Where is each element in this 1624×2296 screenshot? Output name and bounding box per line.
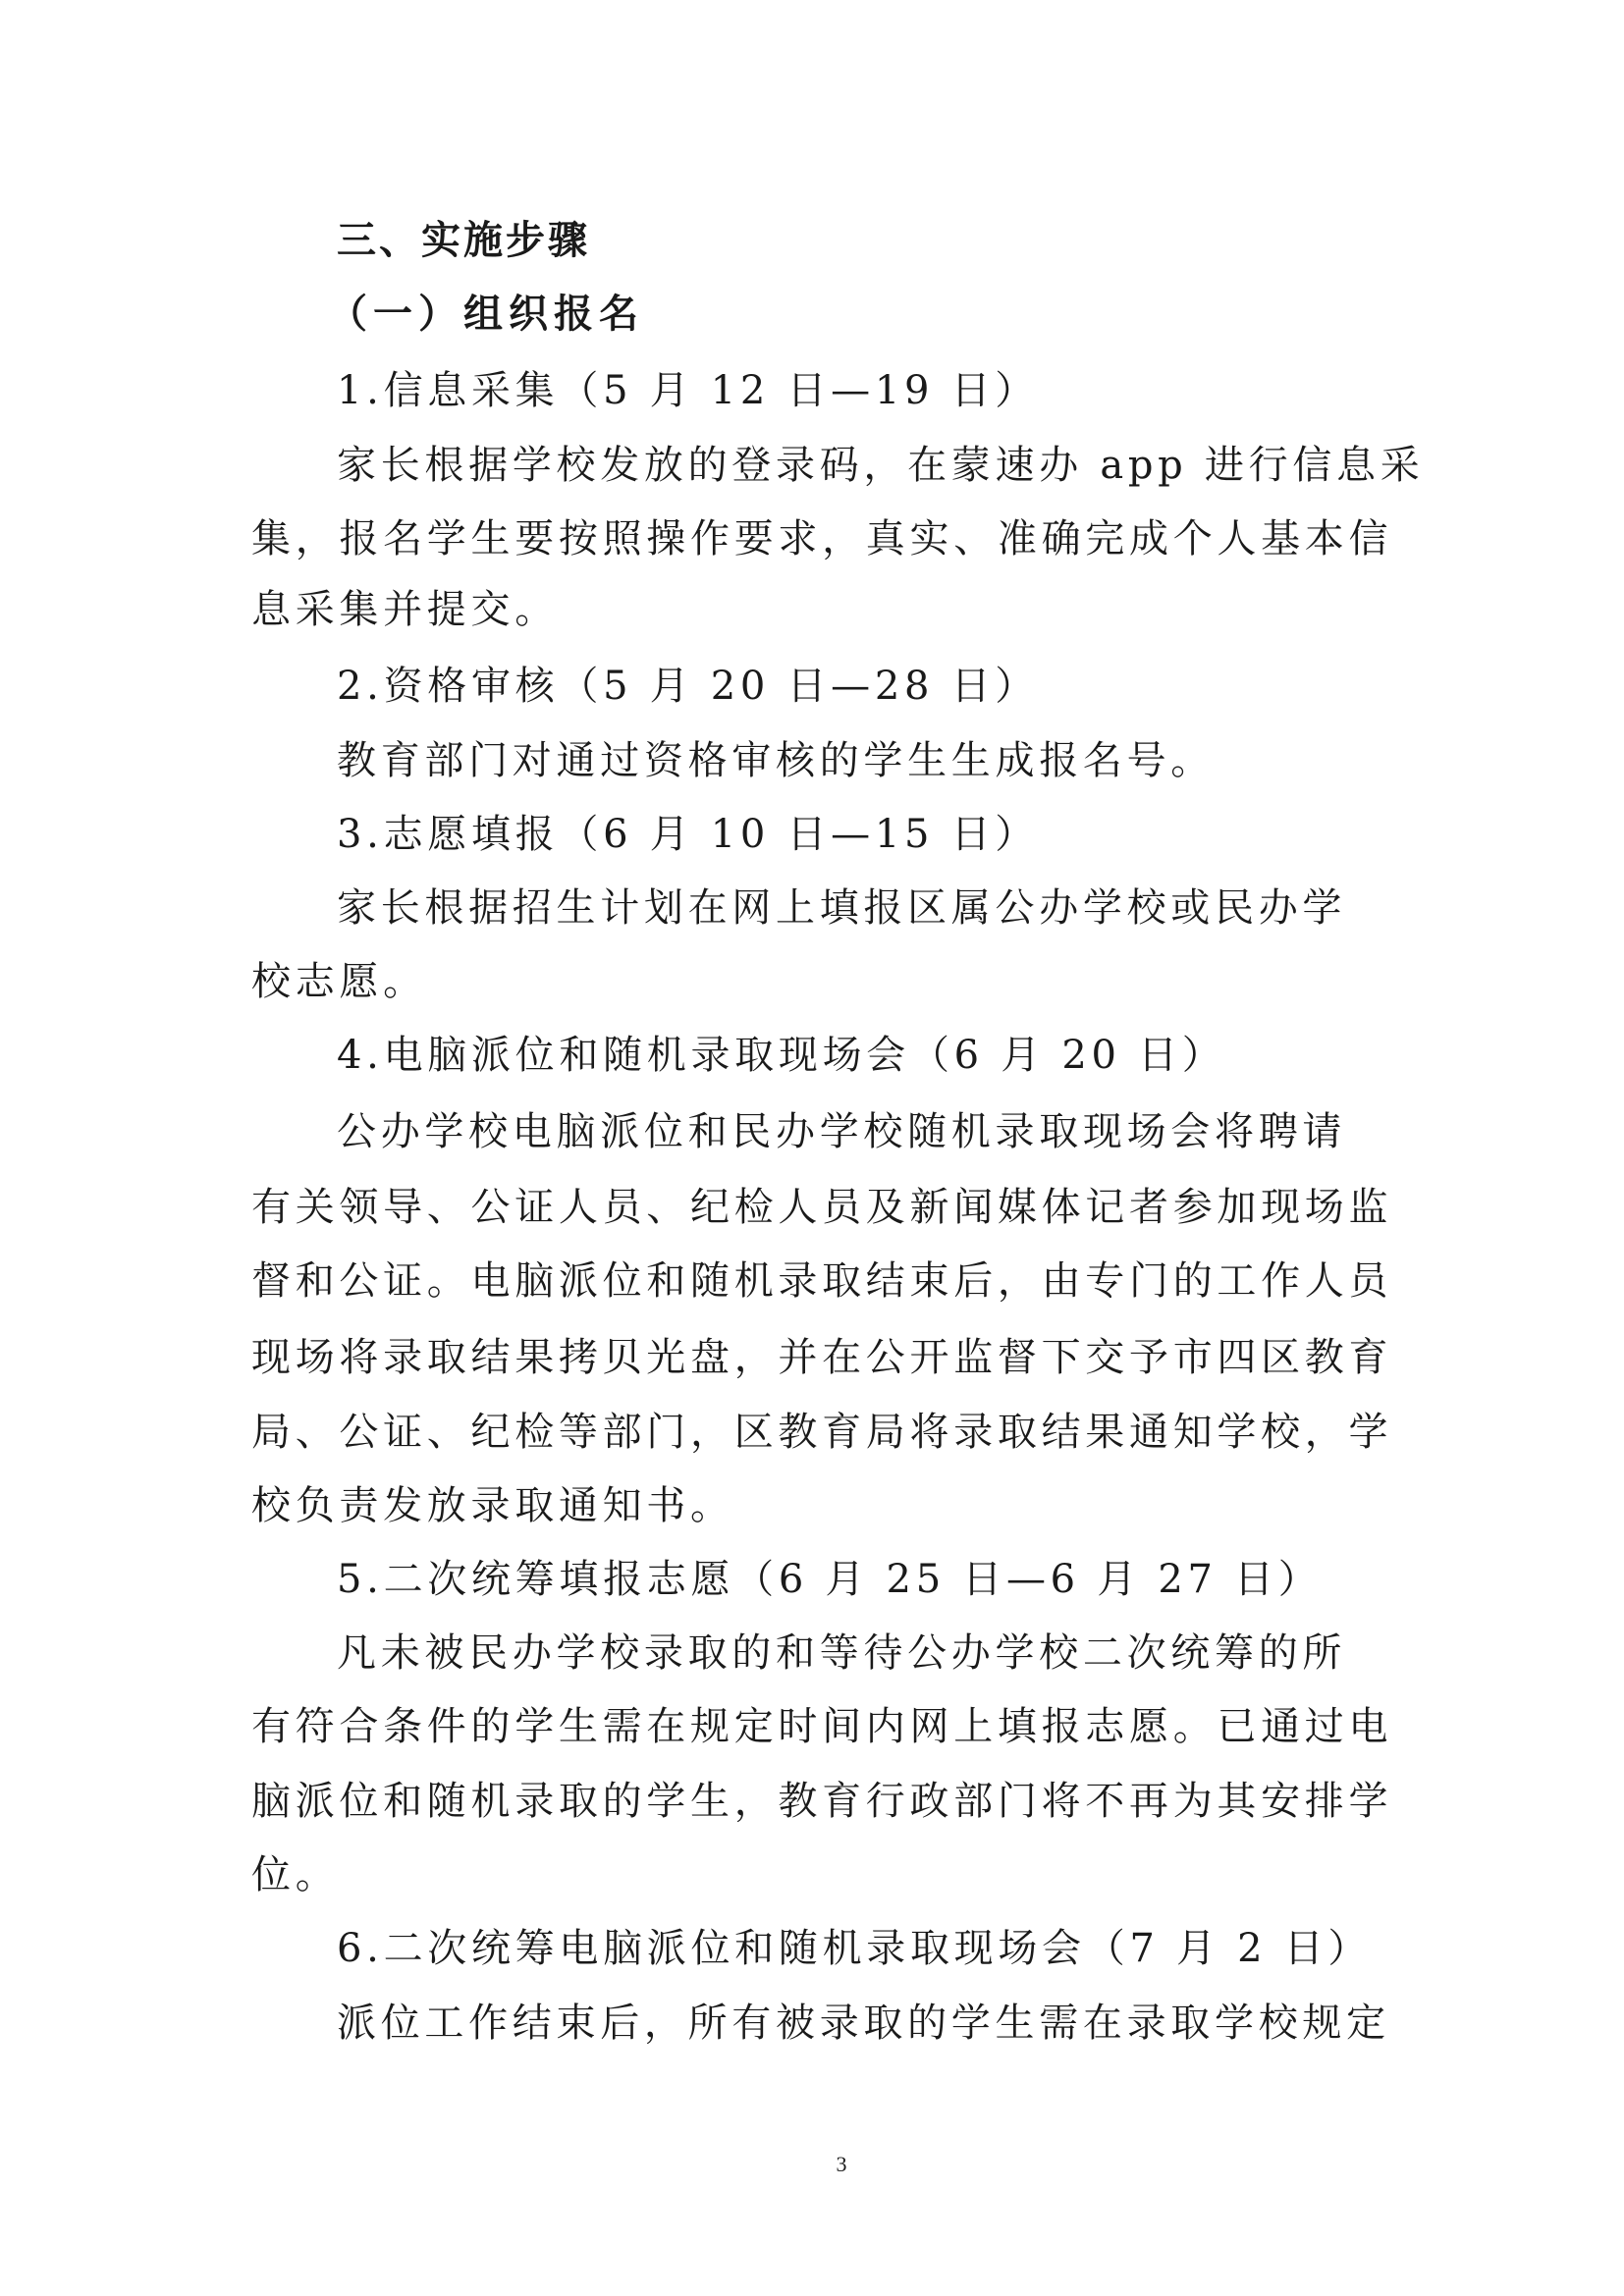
body-line: 有符合条件的学生需在规定时间内网上填报志愿。已通过电 <box>251 1704 1393 1749</box>
item-title-3: 3.志愿填报（6 月 10 日—15 日） <box>337 812 1039 857</box>
body-line: 督和公证。电脑派位和随机录取结束后，由专门的工作人员 <box>251 1258 1393 1304</box>
item-title-4: 4.电脑派位和随机录取现场会（6 月 20 日） <box>337 1033 1226 1078</box>
body-line: 校志愿。 <box>251 959 427 1004</box>
body-line: 家长根据招生计划在网上填报区属公办学校或民办学 <box>337 885 1347 931</box>
page-number: 3 <box>836 2152 847 2176</box>
body-line: 脑派位和随机录取的学生，教育行政部门将不再为其安排学 <box>251 1779 1393 1824</box>
body-line: 凡未被民办学校录取的和等待公办学校二次统筹的所 <box>337 1630 1347 1676</box>
body-line: 集，报名学生要按照操作要求，真实、准确完成个人基本信 <box>251 516 1393 561</box>
body-line: 现场将录取结果拷贝光盘，并在公开监督下交予市四区教育 <box>251 1335 1393 1380</box>
body-line: 息采集并提交。 <box>251 587 559 632</box>
item-title-2: 2.资格审核（5 月 20 日—28 日） <box>337 664 1039 709</box>
body-line: 局、公证、纪检等部门，区教育局将录取结果通知学校，学 <box>251 1410 1393 1455</box>
body-line: 派位工作结束后，所有被录取的学生需在录取学校规定 <box>337 2001 1390 2046</box>
item-title-6: 6.二次统筹电脑派位和随机录取现场会（7 月 2 日） <box>337 1926 1373 1971</box>
body-line: 公办学校电脑派位和民办学校随机录取现场会将聘请 <box>337 1109 1347 1154</box>
body-line: 位。 <box>251 1852 340 1897</box>
body-line: 有关领导、公证人员、纪检人员及新闻媒体记者参加现场监 <box>251 1185 1393 1230</box>
item-title-5: 5.二次统筹填报志愿（6 月 25 日—6 月 27 日） <box>337 1557 1323 1602</box>
body-line: 家长根据学校发放的登录码，在蒙速办 app 进行信息采 <box>337 443 1425 488</box>
body-line: 教育部门对通过资格审核的学生生成报名号。 <box>337 738 1215 783</box>
section-heading: 三、实施步骤 <box>337 218 590 263</box>
subsection-heading: （一）组织报名 <box>328 291 644 337</box>
item-title-1: 1.信息采集（5 月 12 日—19 日） <box>337 368 1039 413</box>
body-line: 校负责发放录取通知书。 <box>251 1483 734 1528</box>
